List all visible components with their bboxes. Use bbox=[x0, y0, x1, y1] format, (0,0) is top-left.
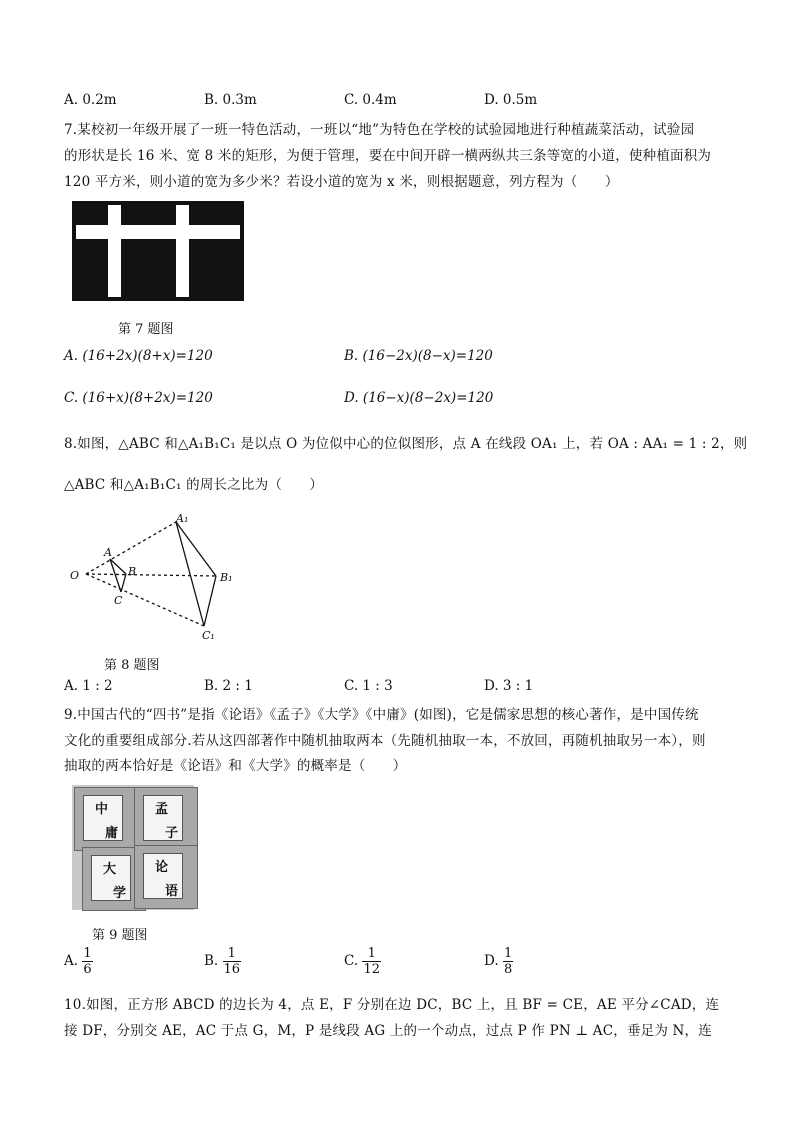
book-daxue-top: 大 bbox=[103, 862, 117, 877]
q8-option-b: B. 2 : 1 bbox=[204, 678, 253, 694]
q9-option-c-fraction bbox=[362, 946, 381, 977]
q8-text-line1: 8.如图，△ABC 和△A₁B₁C₁ 是以点 O 为位似中心的位似图形，点 A 在线段 OA₁ 上，若 OA : AA₁ = 1 : 2，则 bbox=[64, 436, 748, 452]
q9-option-a-letter: A. bbox=[64, 953, 79, 969]
q9-books-figure bbox=[72, 785, 194, 910]
q9-option-d bbox=[484, 946, 513, 977]
book-zhongyong-top: 中 bbox=[95, 802, 109, 817]
q9-text-line3: 抽取的两本恰好是《论语》和《大学》的概率是（ ） bbox=[64, 758, 407, 774]
book-mengzi-top: 孟 bbox=[155, 802, 169, 817]
q6-option-b: B. 0.3m bbox=[204, 92, 257, 108]
q9-option-b-fraction bbox=[223, 946, 242, 977]
q7-text-line3: 120 平方米，则小道的宽为多少米？若设小道的宽为 x 米，则根据题意，列方程为（ ） bbox=[64, 174, 619, 190]
q9-option-a-denominator: 6 bbox=[83, 962, 92, 977]
q9-option-a-fraction bbox=[82, 946, 92, 977]
q9-option-b-letter: B. bbox=[204, 953, 219, 969]
q10-text-line1: 10.如图，正方形 ABCD 的边长为 4，点 E，F 分别在边 DC，BC 上，且 BF = CE，AE 平分∠CAD，连 bbox=[64, 997, 720, 1013]
q6-option-d: D. 0.5m bbox=[484, 92, 538, 108]
q9-option-c-numerator: 1 bbox=[362, 946, 381, 962]
label-a: A bbox=[104, 546, 112, 559]
q9-option-d-fraction bbox=[503, 946, 513, 977]
q7-option-b: B. (16−2x)(8−x)=120 bbox=[344, 348, 493, 364]
q10-text-line2: 接 DF，分别交 AE，AC 于点 G，M，P 是线段 AG 上的一个动点，过点 P 作 PN ⊥ AC，垂足为 N，连 bbox=[64, 1023, 712, 1039]
q9-option-c-denominator: 12 bbox=[363, 962, 380, 977]
q7-caption: 第 7 题图 bbox=[118, 322, 174, 337]
q9-option-a-numerator: 1 bbox=[83, 946, 92, 961]
q9-text-line2: 文化的重要组成部分.若从这四部著作中随机抽取两本（先随机抽取一本，不放回，再随机抽取另一本），则 bbox=[64, 733, 706, 749]
q9-option-d-numerator: 1 bbox=[503, 946, 513, 961]
label-c1: C₁ bbox=[202, 629, 215, 642]
q8-caption: 第 8 题图 bbox=[104, 658, 160, 673]
q9-option-c-letter: C. bbox=[344, 953, 359, 969]
q9-option-b bbox=[204, 946, 241, 977]
q9-text-line1: 9.中国古代的“四书”是指《论语》《孟子》《大学》《中庸》(如图)，它是儒家思想的核心著作，是中国传统 bbox=[64, 707, 699, 723]
label-a1: A₁ bbox=[176, 512, 189, 525]
book-zhongyong bbox=[74, 787, 138, 851]
label-o: O bbox=[70, 569, 80, 582]
label-b1: B₁ bbox=[220, 571, 233, 584]
q9-option-b-denominator: 16 bbox=[223, 962, 241, 977]
q6-option-a: A. 0.2m bbox=[64, 92, 117, 108]
q6-option-c: C. 0.4m bbox=[344, 92, 397, 108]
q8-option-a: A. 1 : 2 bbox=[64, 678, 113, 694]
q9-option-d-denominator: 8 bbox=[503, 962, 513, 977]
q7-option-d: D. (16−x)(8−2x)=120 bbox=[344, 390, 494, 406]
label-c: C bbox=[114, 594, 123, 607]
book-lunyu bbox=[134, 845, 198, 909]
q8-option-c: C. 1 : 3 bbox=[344, 678, 393, 694]
q9-option-c bbox=[344, 946, 381, 977]
q8-option-d: D. 3 : 1 bbox=[484, 678, 534, 694]
book-lunyu-top: 论 bbox=[155, 860, 169, 875]
book-zhongyong-bottom: 庸 bbox=[105, 826, 119, 841]
q7-garden-figure bbox=[72, 201, 244, 301]
q7-text-line2: 的形状是长 16 米、宽 8 米的矩形，为便于管理，要在中间开辟一横两纵共三条等宽的小道，使种植面积为 bbox=[64, 148, 712, 164]
q8-text-line2: △ABC 和△A₁B₁C₁ 的周长之比为（ ） bbox=[64, 477, 324, 493]
q9-option-d-letter: D. bbox=[484, 953, 499, 969]
book-mengzi bbox=[134, 787, 198, 851]
q9-option-a bbox=[64, 946, 93, 977]
q9-caption: 第 9 题图 bbox=[92, 928, 148, 943]
book-mengzi-bottom: 子 bbox=[165, 826, 179, 841]
q9-option-b-numerator: 1 bbox=[223, 946, 242, 962]
q7-option-a: A. (16+2x)(8+x)=120 bbox=[64, 348, 213, 364]
label-b: B bbox=[128, 565, 137, 578]
book-daxue-bottom: 学 bbox=[113, 886, 127, 901]
book-lunyu-bottom: 语 bbox=[165, 884, 179, 899]
q7-option-c: C. (16+x)(8+2x)=120 bbox=[64, 390, 213, 406]
q8-similar-triangles-figure bbox=[64, 512, 244, 642]
q7-text-line1: 7.某校初一年级开展了一班一特色活动，一班以“地”为特色在学校的试验园地进行种植蔬菜活动，试验园 bbox=[64, 122, 695, 138]
